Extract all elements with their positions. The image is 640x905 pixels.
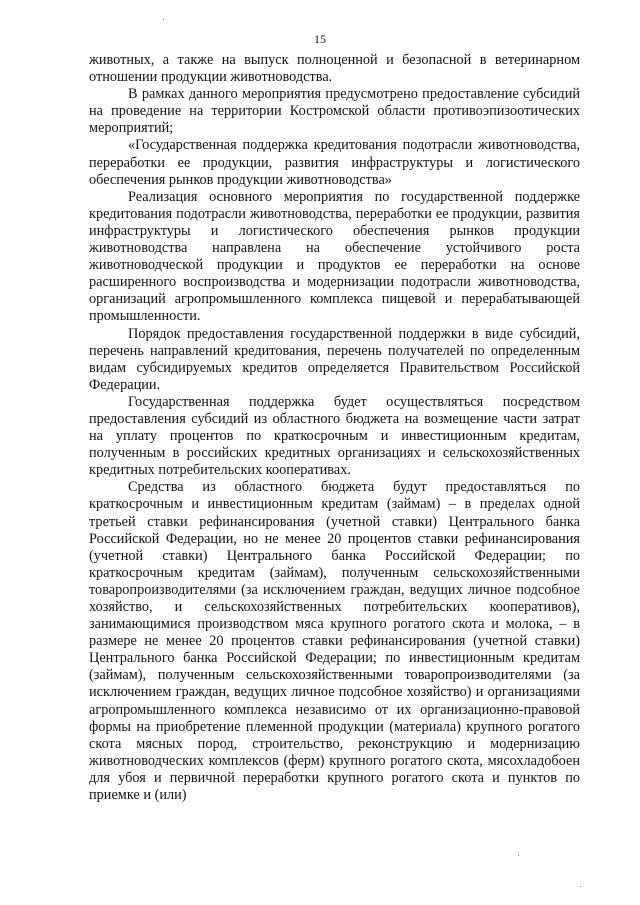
- paragraph-budget-funds: Средства из областного бюджета будут предоставляться по краткосрочным и инвестиционным кредитам (займам) – в пределах одной третьей ставки рефинансирования (учетной ставки) Центрального банка Российской Федерации, но не менее 20 процентов ставки рефинансирования (учетной ставки) Центрального банка Российской Федерации; по краткосрочным кредитам (займам), полученным сельскохозяйственными товаропроизводителями (за исключением граждан, ведущих личное подсобное хозяйство, и сельскохозяйственных потребительских кооперативов), занимающимися производством мяса крупного рогатого скота и молока, – в размере не менее 20 процентов ставки рефинансирования (учетной ставки) Центрального банка Российской Федерации; по инвестиционным кредитам (займам), полученным сельскохозяйственными товаропроизводителями (за исключением граждан, ведущих личное подсобное хозяйство) и организациями агропромышленного комплекса независимо от их организационно-правовой формы на приобретение племенной продукции (материала) крупного рогатого скота мясных пород, строительство, реконструкцию и модернизацию животноводческих комплексов (ферм) крупного рогатого скота, мясохладобоен для убоя и первичной переработки крупного рогатого скота и пунктов по приемке и (или): [89, 479, 580, 804]
- paragraph-measure-title: «Государственная поддержка кредитования подотрасли животноводства, переработки ее продукции, развития инфраструктуры и логистического обеспечения рынков продукции животноводства»: [89, 137, 580, 188]
- page-number: 15: [314, 32, 326, 46]
- paragraph-measure-implementation: Реализация основного мероприятия по государственной поддержке кредитования подотрасли животноводства, переработки ее продукции, развития инфраструктуры и логистического обеспечения рынков продукции животноводства направлена на обеспечение устойчивого роста животноводческой продукции и продуктов ее переработки на основе расширенного воспроизводства и модернизации подотрасли животноводства, организаций агропромышленного комплекса пищевой и перерабатывающей промышленности.: [89, 188, 580, 325]
- paragraph-subsidy-procedure: Порядок предоставления государственной поддержки в виде субсидий, перечень направлений кредитования, перечень получателей по определенным видам субсидируемых кредитов определяется Правительством Российской Федерации.: [89, 325, 580, 393]
- paragraph-antiepizootic-measures: В рамках данного мероприятия предусмотрено предоставление субсидий на проведение на территории Костромской области противоэпизоотических мероприятий;: [89, 86, 580, 137]
- body-text: [89, 52, 580, 804]
- scan-speck: [163, 19, 164, 20]
- scan-speck: [580, 886, 581, 887]
- paragraph-continuation: животных, а также на выпуск полноценной и безопасной в ветеринарном отношении продукции животноводства.: [89, 52, 580, 86]
- scan-speck: [518, 855, 519, 856]
- paragraph-state-support: Государственная поддержка будет осуществляться посредством предоставления субсидий из областного бюджета на возмещение части затрат на уплату процентов по краткосрочным и инвестиционным кредитам, полученным в российских кредитных организациях и сельскохозяйственных кредитных потребительских кооперативах.: [89, 393, 580, 479]
